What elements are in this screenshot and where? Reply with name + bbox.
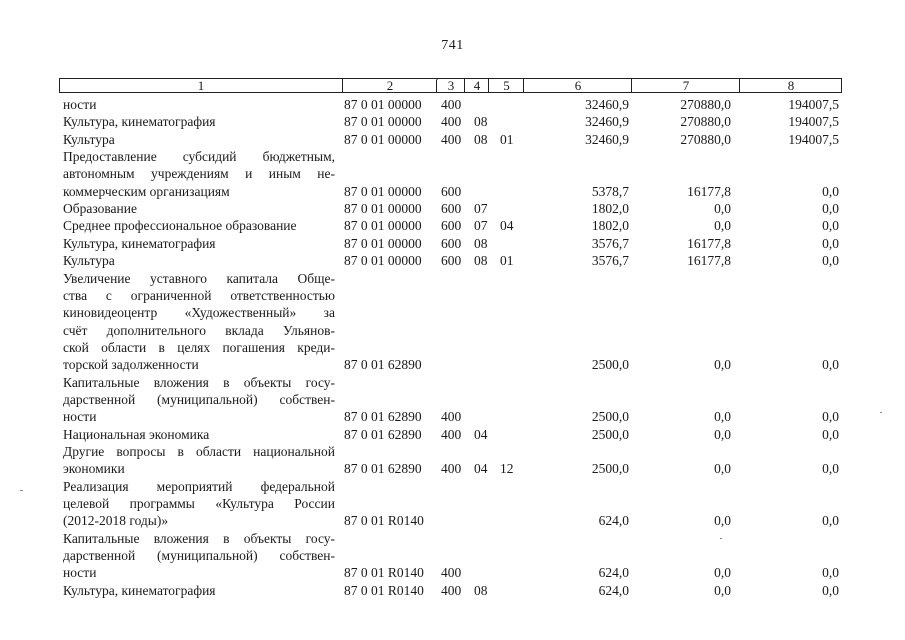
row-name-line: (2012-2018 годы)» (63, 513, 169, 529)
row-name-line: ности (63, 565, 97, 581)
row-cell-v8: 0,0 (822, 565, 839, 581)
header-col-8: 8 (739, 79, 842, 92)
row-cell-v6: 32460,9 (585, 114, 629, 130)
row-cell-code: 87 0 01 00000 (344, 114, 422, 130)
row-cell-vr: 600 (441, 218, 462, 234)
row-cell-v6: 624,0 (598, 565, 629, 581)
row-cell-v6: 2500,0 (591, 426, 629, 442)
row-name-line: дарственной (муниципальной) собствен- (63, 391, 335, 407)
row-cell-v7: 16177,8 (687, 253, 731, 269)
row-cell-pr: 01 (500, 253, 514, 269)
row-cell-v6: 32460,9 (585, 97, 629, 112)
row-cell-v8: 194007,5 (788, 114, 839, 130)
row-cell-vr (441, 356, 469, 373)
row-cell-code: 87 0 01 62890 (344, 357, 422, 373)
row-cell-code: 87 0 01 00000 (344, 218, 422, 234)
row-cell-v8: 0,0 (822, 426, 839, 442)
row-cell-v6: 624,0 (598, 582, 629, 598)
row-cell-v8: 0,0 (822, 513, 839, 529)
row-cell-vr: 400 (441, 582, 462, 598)
row-cell-rz (474, 564, 496, 581)
row-cell-v7: 0,0 (714, 426, 731, 442)
row-cell-pr (500, 96, 522, 113)
header-col-3: 3 (436, 79, 465, 92)
row-name-line: Культура, кинематография (63, 582, 216, 598)
row-cell-code: 87 0 01 R0140 (344, 582, 424, 598)
row-name-line: коммерческим организациям (63, 183, 230, 199)
row-cell-rz: 04 (474, 461, 488, 477)
page-number: 741 (441, 38, 464, 53)
row-cell-code: 87 0 01 R0140 (344, 513, 424, 529)
row-name-line: Национальная экономика (63, 426, 210, 442)
row-cell-pr (500, 183, 522, 200)
row-cell-vr (441, 512, 469, 529)
scan-speck (20, 490, 23, 491)
row-cell-v7: 0,0 (714, 201, 731, 217)
row-cell-v6: 624,0 (598, 513, 629, 529)
row-name-line: экономики (63, 461, 125, 477)
row-cell-pr (500, 408, 522, 425)
row-name-line: счёт дополнительного вклада Ульянов- (63, 322, 335, 338)
row-cell-v6: 32460,9 (585, 131, 629, 147)
row-name-line: Культура (63, 131, 115, 147)
row-cell-v6: 3576,7 (591, 253, 629, 269)
row-cell-pr (500, 426, 522, 443)
row-cell-pr (500, 356, 522, 373)
row-cell-pr: 12 (500, 461, 514, 477)
row-name-line: киновидеоцентр «Художественный» за (63, 305, 335, 321)
row-cell-vr: 400 (441, 565, 462, 581)
row-name-line: ской области в целях погашения креди- (63, 339, 335, 355)
row-cell-rz (474, 512, 496, 529)
row-cell-v7: 0,0 (714, 409, 731, 425)
row-cell-v7: 0,0 (714, 218, 731, 234)
row-name-line: Культура, кинематография (63, 235, 216, 251)
row-cell-pr (500, 113, 522, 130)
row-name-line: Предоставление субсидий бюджетным, (63, 149, 335, 165)
scan-speck (720, 538, 722, 539)
row-cell-v7: 270880,0 (680, 114, 731, 130)
row-cell-v8: 0,0 (822, 253, 839, 269)
row-cell-pr: 01 (500, 131, 514, 147)
row-cell-v7: 16177,8 (687, 183, 731, 199)
header-col-5: 5 (488, 79, 524, 92)
row-cell-rz: 08 (474, 114, 488, 130)
row-cell-vr: 400 (441, 97, 462, 112)
row-cell-code: 87 0 01 00000 (344, 201, 422, 217)
row-name-line: Образование (63, 201, 137, 217)
scan-speck (436, 79, 438, 80)
row-name-line: ства с ограниченной ответственностью (63, 287, 335, 303)
row-cell-code: 87 0 01 00000 (344, 183, 422, 199)
row-cell-code: 87 0 01 00000 (344, 97, 422, 112)
row-name-line: Реализация мероприятий федеральной (63, 478, 335, 494)
row-cell-rz: 08 (474, 253, 488, 269)
row-cell-v8: 0,0 (822, 582, 839, 598)
row-cell-v8: 0,0 (822, 201, 839, 217)
row-cell-code: 87 0 01 00000 (344, 131, 422, 147)
row-cell-code: 87 0 01 62890 (344, 461, 422, 477)
row-cell-v8: 0,0 (822, 409, 839, 425)
row-cell-rz: 08 (474, 582, 488, 598)
header-col-6: 6 (523, 79, 632, 92)
row-name-line: Капитальные вложения в объекты госу- (63, 374, 335, 390)
row-cell-pr (500, 200, 522, 217)
row-cell-vr: 400 (441, 409, 462, 425)
row-cell-vr: 400 (441, 131, 462, 147)
row-name-line: торской задолженности (63, 357, 199, 373)
row-cell-v8: 194007,5 (788, 97, 839, 112)
row-cell-pr (500, 582, 522, 599)
row-cell-code: 87 0 01 00000 (344, 253, 422, 269)
row-name-line: автономным учреждениям и иным не- (63, 166, 335, 182)
row-cell-vr: 400 (441, 461, 462, 477)
row-cell-vr: 600 (441, 253, 462, 269)
row-cell-rz (474, 183, 496, 200)
row-cell-v7: 0,0 (714, 565, 731, 581)
row-cell-vr: 600 (441, 235, 462, 251)
row-name-line: Культура, кинематография (63, 114, 216, 130)
row-cell-v8: 0,0 (822, 183, 839, 199)
row-cell-v6: 2500,0 (591, 409, 629, 425)
header-col-1: 1 (197, 78, 205, 93)
row-cell-v8: 0,0 (822, 235, 839, 251)
row-cell-code: 87 0 01 00000 (344, 235, 422, 251)
row-cell-v7: 270880,0 (680, 97, 731, 112)
row-cell-v7: 0,0 (714, 582, 731, 598)
row-cell-v6: 2500,0 (591, 461, 629, 477)
row-cell-v6: 1802,0 (591, 201, 629, 217)
row-cell-v8: 0,0 (822, 461, 839, 477)
row-cell-pr (500, 235, 522, 252)
row-cell-code: 87 0 01 62890 (344, 409, 422, 425)
row-name-line: ности (63, 97, 97, 112)
row-cell-v7: 270880,0 (680, 131, 731, 147)
row-name-line: Другие вопросы в области национальной (63, 444, 335, 459)
row-name-line: Культура (63, 253, 115, 269)
row-cell-vr: 600 (441, 201, 462, 217)
row-cell-rz (474, 356, 496, 373)
row-cell-v7: 0,0 (714, 461, 731, 477)
row-cell-rz (474, 96, 496, 113)
header-col-4: 4 (464, 79, 489, 92)
row-cell-v8: 194007,5 (788, 131, 839, 147)
row-cell-v8: 0,0 (822, 218, 839, 234)
row-cell-pr: 04 (500, 218, 514, 234)
row-cell-rz: 07 (474, 201, 488, 217)
row-cell-v7: 16177,8 (687, 235, 731, 251)
row-cell-rz: 08 (474, 131, 488, 147)
scan-speck (880, 412, 882, 413)
row-cell-vr: 600 (441, 183, 462, 199)
row-cell-rz: 04 (474, 426, 488, 442)
row-name-line: Увеличение уставного капитала Обще- (63, 270, 335, 286)
header-col-2: 2 (342, 79, 437, 92)
row-cell-v6: 2500,0 (591, 357, 629, 373)
row-cell-code: 87 0 01 62890 (344, 426, 422, 442)
row-cell-v7: 0,0 (714, 357, 731, 373)
row-cell-v6: 1802,0 (591, 218, 629, 234)
row-name-line: Среднее профессиональное образование (63, 218, 297, 234)
row-cell-v6: 3576,7 (591, 235, 629, 251)
row-name-line: целевой программы «Культура России (63, 496, 335, 512)
header-col-7: 7 (631, 79, 740, 92)
row-name-line: дарственной (муниципальной) собствен- (63, 548, 335, 564)
row-name-line: ности (63, 409, 97, 425)
row-cell-code: 87 0 01 R0140 (344, 565, 424, 581)
row-cell-rz: 08 (474, 235, 488, 251)
row-cell-rz: 07 (474, 218, 488, 234)
row-cell-rz (474, 408, 496, 425)
row-cell-v8: 0,0 (822, 357, 839, 373)
row-name-line: Капитальные вложения в объекты госу- (63, 530, 335, 546)
row-cell-pr (500, 564, 522, 581)
row-cell-vr: 400 (441, 114, 462, 130)
row-cell-v6: 5378,7 (591, 183, 629, 199)
row-cell-pr (500, 512, 522, 529)
row-cell-vr: 400 (441, 426, 462, 442)
row-cell-v7: 0,0 (714, 513, 731, 529)
